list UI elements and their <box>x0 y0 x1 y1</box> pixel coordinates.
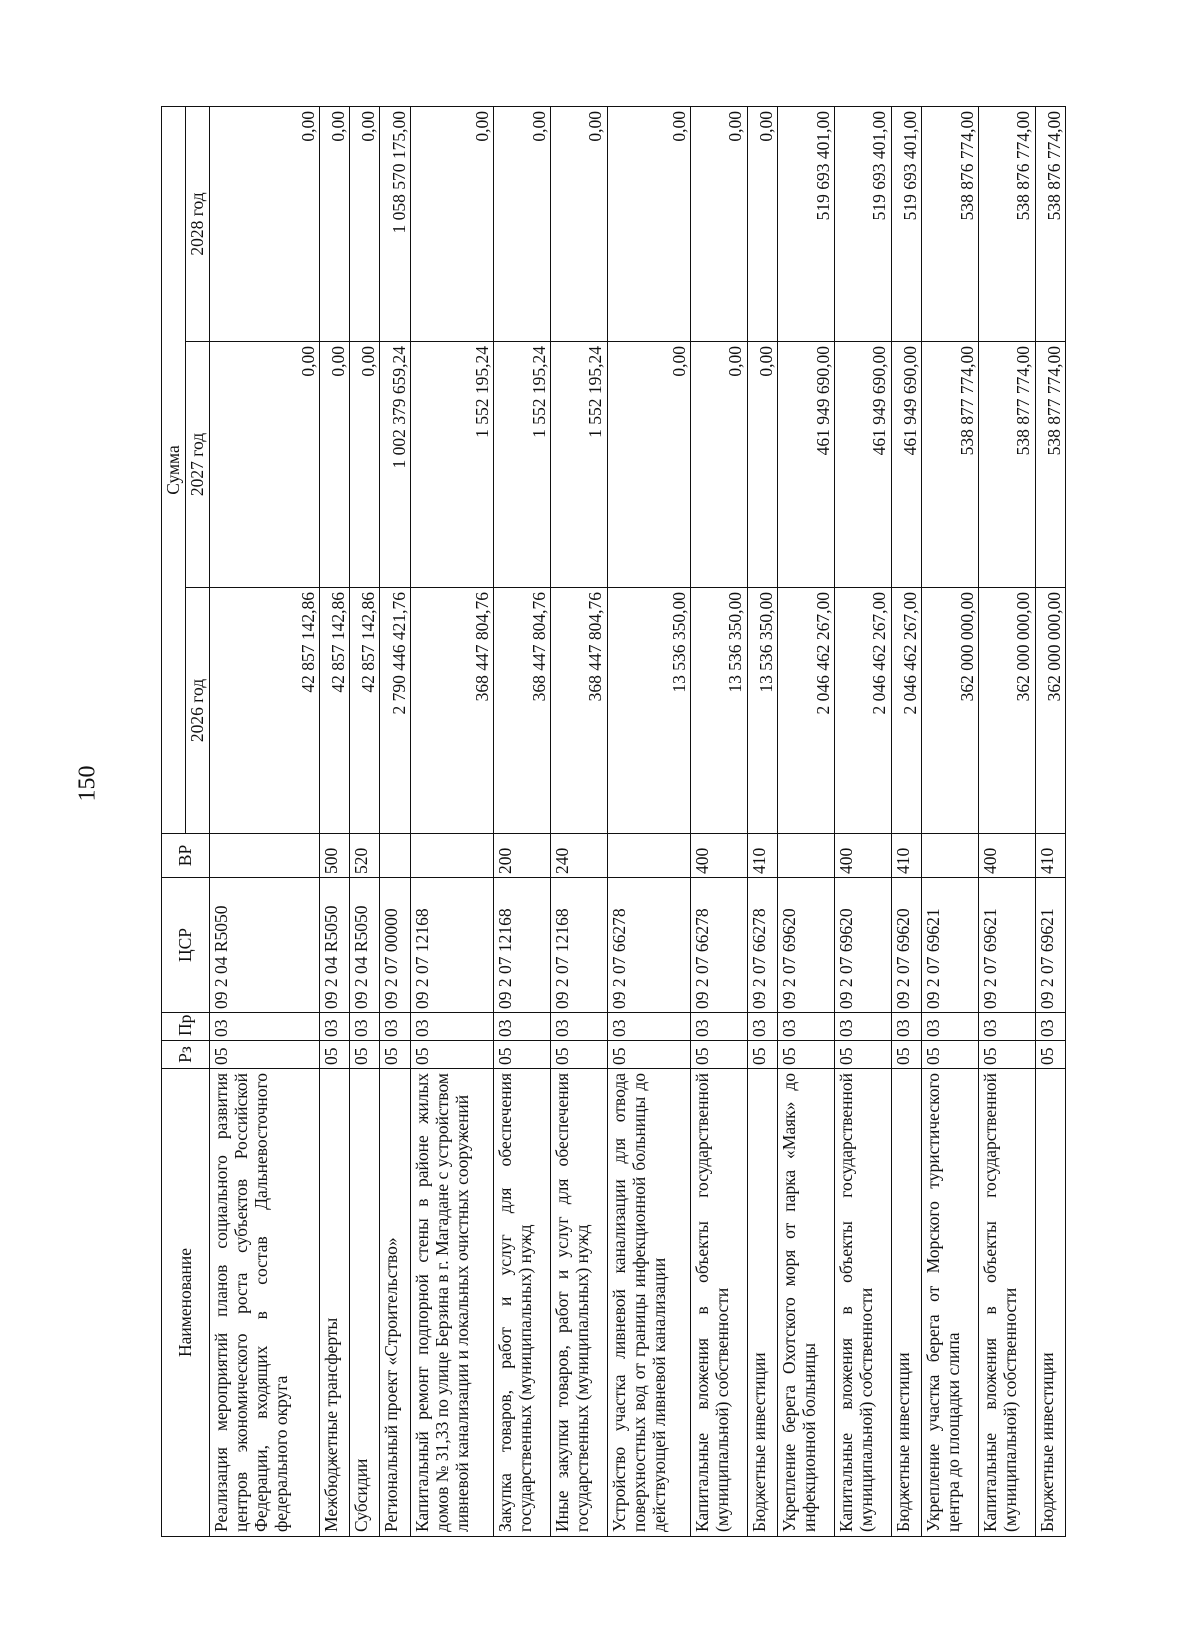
row-name: Капитальный ремонт подпорной стены в районе жилых домов № 31,33 по улице Берзина в г. Магадане с устройством ливневой канализации и локальных очистных сооружений <box>410 1069 493 1537</box>
row-2027: 538 877 774,00 <box>978 342 1035 588</box>
row-2027: 0,00 <box>210 342 320 588</box>
row-2028: 519 693 401,00 <box>777 106 834 341</box>
row-name: Бюджетные инвестиции <box>747 1069 777 1537</box>
row-2026: 2 046 462 267,00 <box>834 588 891 834</box>
row-2026: 42 857 142,86 <box>350 588 380 834</box>
row-csr: 09 2 07 12168 <box>493 878 550 1013</box>
row-2026: 362 000 000,00 <box>921 588 978 834</box>
row-csr: 09 2 07 66278 <box>747 878 777 1013</box>
table-row <box>410 106 493 1536</box>
row-2028: 0,00 <box>410 106 493 341</box>
table-row <box>607 106 690 1536</box>
header-sum: Сумма <box>162 106 186 833</box>
row-2028: 0,00 <box>690 106 747 341</box>
row-2026: 13 536 350,00 <box>747 588 777 834</box>
row-vr: 500 <box>319 834 349 878</box>
page-number: 150 <box>74 765 101 802</box>
row-2027: 461 949 690,00 <box>891 342 921 588</box>
row-2026: 2 046 462 267,00 <box>891 588 921 834</box>
row-vr: 410 <box>891 834 921 878</box>
row-2027: 1 002 379 659,24 <box>380 342 410 588</box>
row-2027: 0,00 <box>690 342 747 588</box>
row-csr: 09 2 07 69621 <box>978 878 1035 1013</box>
row-2027: 461 949 690,00 <box>777 342 834 588</box>
row-vr <box>921 834 978 878</box>
header-row-top <box>162 106 186 1536</box>
row-rz: 05 <box>690 1041 747 1069</box>
row-2026: 42 857 142,86 <box>210 588 320 834</box>
row-2027: 461 949 690,00 <box>834 342 891 588</box>
row-vr: 410 <box>1035 834 1066 878</box>
row-rz: 05 <box>921 1041 978 1069</box>
row-vr: 400 <box>978 834 1035 878</box>
table-row <box>350 106 380 1536</box>
row-2026: 368 447 804,76 <box>550 588 607 834</box>
row-rz: 05 <box>493 1041 550 1069</box>
row-vr: 520 <box>350 834 380 878</box>
row-vr <box>607 834 690 878</box>
row-pr: 03 <box>210 1013 320 1041</box>
row-pr: 03 <box>410 1013 493 1041</box>
row-2026: 13 536 350,00 <box>690 588 747 834</box>
row-2028: 0,00 <box>607 106 690 341</box>
row-2027: 0,00 <box>319 342 349 588</box>
table-body <box>210 106 1066 1536</box>
row-2027: 1 552 195,24 <box>550 342 607 588</box>
row-pr: 03 <box>1035 1013 1066 1041</box>
header-csr: ЦСР <box>162 878 210 1013</box>
table-row <box>690 106 747 1536</box>
row-csr: 09 2 07 12168 <box>550 878 607 1013</box>
row-2026: 362 000 000,00 <box>978 588 1035 834</box>
header-rz: Рз <box>162 1041 210 1069</box>
row-pr: 03 <box>493 1013 550 1041</box>
table-row <box>210 106 320 1536</box>
row-pr: 03 <box>777 1013 834 1041</box>
row-2028: 538 876 774,00 <box>921 106 978 341</box>
row-rz: 05 <box>607 1041 690 1069</box>
table-row <box>834 106 891 1536</box>
row-name: Субсидии <box>350 1069 380 1537</box>
row-2027: 1 552 195,24 <box>493 342 550 588</box>
row-2026: 2 790 446 421,76 <box>380 588 410 834</box>
row-vr <box>380 834 410 878</box>
row-name: Укрепление берега Охотского моря от парка «Маяк» до инфекционной больницы <box>777 1069 834 1537</box>
row-rz: 05 <box>978 1041 1035 1069</box>
table-row <box>1035 106 1066 1536</box>
row-name: Укрепление участка берега от Морского туристического центра до площадки слипа <box>921 1069 978 1537</box>
row-name: Региональный проект «Строительство» <box>380 1069 410 1537</box>
header-pr: Пр <box>162 1013 210 1041</box>
row-pr: 03 <box>690 1013 747 1041</box>
row-rz: 05 <box>1035 1041 1066 1069</box>
row-2028: 0,00 <box>550 106 607 341</box>
row-2026: 2 046 462 267,00 <box>777 588 834 834</box>
row-2028: 519 693 401,00 <box>891 106 921 341</box>
row-name: Иные закупки товаров, работ и услуг для обеспечения государственных (муниципальных) нужд <box>550 1069 607 1537</box>
row-pr: 03 <box>978 1013 1035 1041</box>
row-vr: 200 <box>493 834 550 878</box>
table-row <box>891 106 921 1536</box>
row-name: Бюджетные инвестиции <box>1035 1069 1066 1537</box>
row-csr: 09 2 07 69620 <box>777 878 834 1013</box>
header-2026: 2026 год <box>186 588 210 834</box>
row-csr: 09 2 07 69621 <box>921 878 978 1013</box>
row-2026: 362 000 000,00 <box>1035 588 1066 834</box>
row-vr <box>410 834 493 878</box>
row-name: Капитальные вложения в объекты государственной (муниципальной) собственности <box>690 1069 747 1537</box>
row-2028: 0,00 <box>319 106 349 341</box>
row-2028: 538 876 774,00 <box>978 106 1035 341</box>
row-rz: 05 <box>210 1041 320 1069</box>
row-rz: 05 <box>380 1041 410 1069</box>
row-csr: 09 2 04 R5050 <box>350 878 380 1013</box>
row-csr: 09 2 04 R5050 <box>319 878 349 1013</box>
row-2027: 0,00 <box>350 342 380 588</box>
row-vr <box>777 834 834 878</box>
row-pr: 03 <box>891 1013 921 1041</box>
row-csr: 09 2 07 66278 <box>690 878 747 1013</box>
budget-table <box>161 106 1066 1537</box>
row-pr: 03 <box>319 1013 349 1041</box>
row-2028: 0,00 <box>747 106 777 341</box>
row-rz: 05 <box>834 1041 891 1069</box>
row-vr: 400 <box>690 834 747 878</box>
header-2027: 2027 год <box>186 342 210 588</box>
row-2027: 1 552 195,24 <box>410 342 493 588</box>
row-rz: 05 <box>777 1041 834 1069</box>
row-2026: 13 536 350,00 <box>607 588 690 834</box>
row-name: Устройство участка ливневой канализации для отвода поверхностных вод от границы инфекционной больницы до действующей ливневой канализации <box>607 1069 690 1537</box>
table-row <box>747 106 777 1536</box>
row-2028: 519 693 401,00 <box>834 106 891 341</box>
row-pr: 03 <box>550 1013 607 1041</box>
header-name: Наименование <box>162 1069 210 1537</box>
row-rz: 05 <box>410 1041 493 1069</box>
row-2026: 368 447 804,76 <box>410 588 493 834</box>
row-2026: 42 857 142,86 <box>319 588 349 834</box>
row-2028: 0,00 <box>350 106 380 341</box>
row-vr: 400 <box>834 834 891 878</box>
row-vr <box>210 834 320 878</box>
row-rz: 05 <box>891 1041 921 1069</box>
row-pr: 03 <box>921 1013 978 1041</box>
table-row <box>777 106 834 1536</box>
row-2028: 1 058 570 175,00 <box>380 106 410 341</box>
row-csr: 09 2 07 66278 <box>607 878 690 1013</box>
row-pr: 03 <box>350 1013 380 1041</box>
row-2027: 538 877 774,00 <box>921 342 978 588</box>
row-csr: 09 2 07 69621 <box>1035 878 1066 1013</box>
table-row <box>493 106 550 1536</box>
row-name: Бюджетные инвестиции <box>891 1069 921 1537</box>
row-csr: 09 2 07 69620 <box>891 878 921 1013</box>
row-pr: 03 <box>380 1013 410 1041</box>
row-csr: 09 2 04 R5050 <box>210 878 320 1013</box>
table-row <box>921 106 978 1536</box>
row-pr: 03 <box>607 1013 690 1041</box>
row-2027: 0,00 <box>607 342 690 588</box>
row-2028: 538 876 774,00 <box>1035 106 1066 341</box>
row-name: Закупка товаров, работ и услуг для обеспечения государственных (муниципальных) нужд <box>493 1069 550 1537</box>
table-row <box>319 106 349 1536</box>
row-2026: 368 447 804,76 <box>493 588 550 834</box>
row-2028: 0,00 <box>493 106 550 341</box>
rotated-table-container <box>161 107 1066 1537</box>
row-name: Межбюджетные трансферты <box>319 1069 349 1537</box>
row-vr: 240 <box>550 834 607 878</box>
row-2027: 538 877 774,00 <box>1035 342 1066 588</box>
row-2028: 0,00 <box>210 106 320 341</box>
row-csr: 09 2 07 69620 <box>834 878 891 1013</box>
row-pr: 03 <box>747 1013 777 1041</box>
header-2028: 2028 год <box>186 106 210 341</box>
row-2027: 0,00 <box>747 342 777 588</box>
table-row <box>380 106 410 1536</box>
row-csr: 09 2 07 00000 <box>380 878 410 1013</box>
row-rz: 05 <box>550 1041 607 1069</box>
table-row <box>978 106 1035 1536</box>
row-rz: 05 <box>350 1041 380 1069</box>
row-pr: 03 <box>834 1013 891 1041</box>
row-name: Реализация мероприятий планов социального развития центров экономического роста субъектов Российской Федерации, входящих в состав Дальневосточного федерального округа <box>210 1069 320 1537</box>
header-vr: ВР <box>162 834 210 878</box>
row-name: Капитальные вложения в объекты государственной (муниципальной) собственности <box>978 1069 1035 1537</box>
row-rz: 05 <box>319 1041 349 1069</box>
row-rz: 05 <box>747 1041 777 1069</box>
row-name: Капитальные вложения в объекты государственной (муниципальной) собственности <box>834 1069 891 1537</box>
table-row <box>550 106 607 1536</box>
row-vr: 410 <box>747 834 777 878</box>
row-csr: 09 2 07 12168 <box>410 878 493 1013</box>
